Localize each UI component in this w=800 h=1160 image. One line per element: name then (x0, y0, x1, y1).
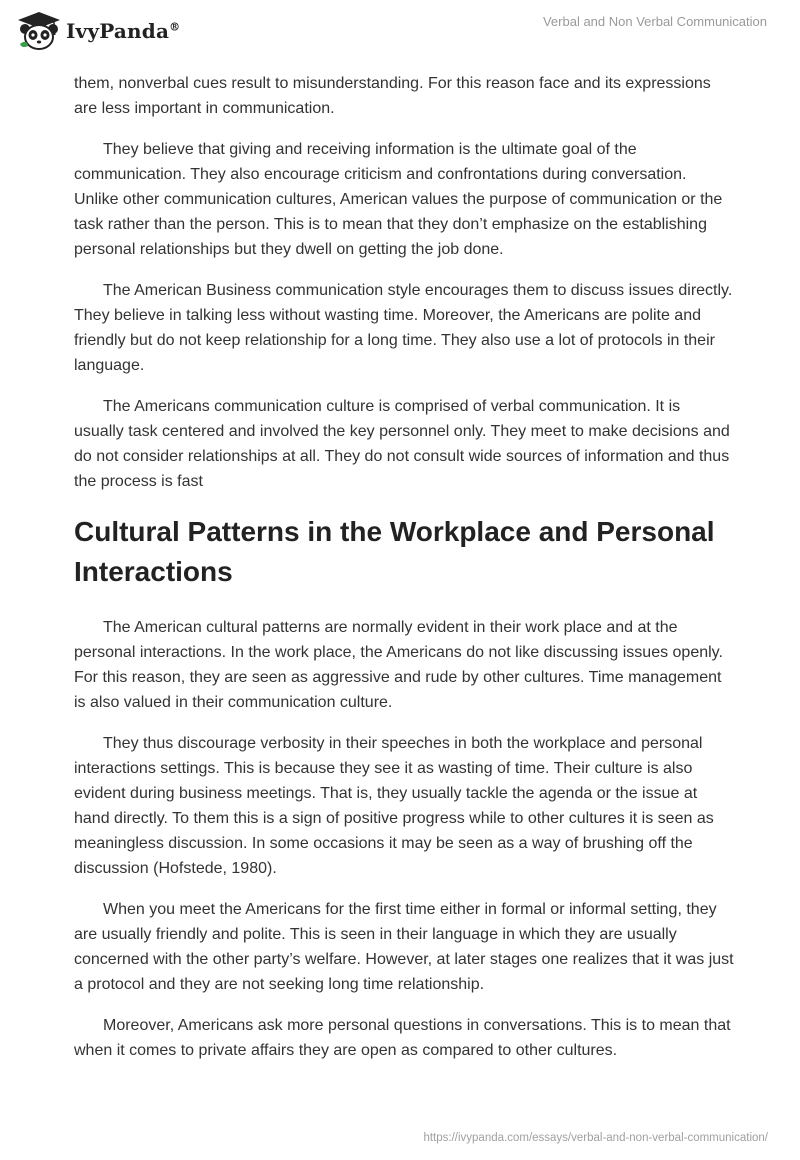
paragraph: They believe that giving and receiving information is the ultimate goal of the communication. They also encourage criticism and confrontations during conversation. Unlike other communication cultures, American values the purpose of communication or the task rather than the person. This is to mean that they don’t emphasize on the establishing personal relationships but they dwell on getting the job done. (74, 141, 723, 258)
paragraph: When you meet the Americans for the first time either in formal or informal setting, they are usually friendly and polite. This is seen in their language in which they are usually concerned with the other party’s welfare. However, at later stages one realizes that it was just a protocol and they are not seeking long time relationship. (74, 901, 734, 993)
paragraph-continued: them, nonverbal cues result to misunderstanding. For this reason face and its expressions are less important in communication. (74, 75, 711, 117)
panda-graduate-icon (16, 10, 62, 52)
essay-body (74, 71, 734, 1079)
ivypanda-logo[interactable] (16, 10, 180, 52)
brand-name: IvyPanda® (66, 19, 181, 43)
source-url-link[interactable]: https://ivypanda.com/essays/verbal-and-non-verbal-communication/ (423, 1132, 768, 1144)
section-heading: Cultural Patterns in the Workplace and Personal Interactions (74, 516, 715, 587)
paragraph: The American Business communication style encourages them to discuss issues directly. They believe in talking less without wasting time. Moreover, the Americans are polite and friendly but do not keep relationship for a long time. They also use a lot of protocols in their language. (74, 282, 733, 374)
document-title: Verbal and Non Verbal Communication (542, 14, 767, 29)
paragraph: Moreover, Americans ask more personal questions in conversations. This is to mean that when it comes to private affairs they are open as compared to other cultures. (74, 1017, 731, 1059)
paragraph: They thus discourage verbosity in their speeches in both the workplace and personal interactions settings. This is because they see it as wasting of time. Their culture is also evident during business meetings. That is, they usually tackle the agenda or the issue at hand directly. To them this is a sign of positive progress while to other cultures it is seen as meaningless discussion. In some occasions it may be seen as a way of brushing off the discussion (Hofstede, 1980). (74, 735, 714, 877)
paragraph: The Americans communication culture is comprised of verbal communication. It is usually task centered and involved the key personnel only. They meet to make decisions and do not consider relationships at all. They do not consult wide sources of information and thus the process is fast (74, 398, 730, 490)
paragraph: The American cultural patterns are normally evident in their work place and at the personal interactions. In the work place, the Americans do not like discussing issues openly. For this reason, they are seen as aggressive and rude by other cultures. Time management is also valued in their communication culture. (74, 619, 723, 711)
